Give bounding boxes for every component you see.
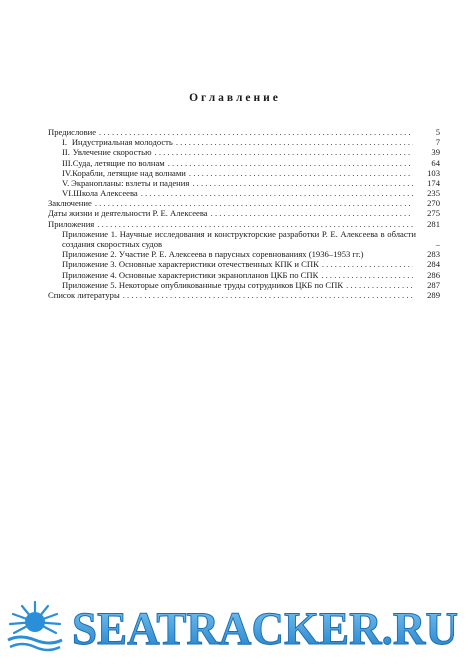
toc-page: 7 — [435, 137, 440, 148]
toc-leader — [322, 259, 413, 269]
toc-page: 281 — [427, 218, 440, 229]
toc-entry-appendix-1 — [48, 229, 440, 249]
toc-entry-chapter-4 — [48, 168, 440, 178]
toc-page: 286 — [427, 269, 440, 280]
toc-label: Приложение 1. Научные исследования и конструкторские разработки Р. Е. Алексеева в области создания скоростных судов — [62, 228, 416, 250]
toc-entry-references — [48, 290, 440, 300]
toc-page: 64 — [431, 157, 440, 168]
toc-page: – — [435, 239, 440, 250]
toc-page: 235 — [427, 188, 440, 199]
toc-entry-chapter-3 — [48, 158, 440, 168]
toc-label: Суда, летящие по волнам — [72, 157, 165, 168]
toc-label: Предисловие — [48, 126, 97, 137]
toc-label: Увлечение скоростью — [72, 147, 152, 158]
toc-number: V. — [62, 177, 70, 188]
toc-leader — [168, 158, 413, 168]
toc-page: 39 — [431, 147, 440, 158]
toc-leader — [155, 147, 413, 157]
toc-leader — [346, 280, 413, 290]
toc-leader — [141, 188, 413, 198]
toc-entry-appendix-3 — [48, 259, 440, 269]
toc-label: Школа Алексеева — [73, 188, 138, 199]
watermark — [0, 598, 470, 654]
toc-entry-appendices — [48, 219, 440, 229]
toc-entry-conclusion — [48, 198, 440, 208]
toc-entry-preface — [48, 127, 440, 137]
toc-entry-chapter-6 — [48, 188, 440, 198]
toc-entry-appendix-5 — [48, 280, 440, 290]
toc-entry-chapter-5 — [48, 178, 440, 188]
toc-label: Приложение 4. Основные характеристики экранопланов ЦКБ по СПК — [62, 269, 319, 280]
toc-page: 275 — [427, 208, 440, 219]
toc-entry-appendix-2 — [48, 249, 440, 259]
toc-label: Даты жизни и деятельности Р. Е. Алексеева — [48, 208, 208, 219]
toc-label: Индустриальная молодость — [71, 137, 173, 148]
toc-label: Приложение 5. Некоторые опубликованные труды сотрудников ЦКБ по СПК — [62, 279, 344, 290]
toc-label: Приложение 3. Основные характеристики отечественных КПК и СПК — [62, 259, 319, 270]
toc-leader — [321, 270, 413, 280]
toc-leader — [95, 198, 413, 208]
toc-label: Приложения — [48, 218, 95, 229]
toc-entry-appendix-4 — [48, 270, 440, 280]
toc-page: 284 — [427, 259, 440, 270]
watermark-graphic — [0, 598, 470, 654]
table-of-contents — [48, 127, 440, 300]
toc-leader — [97, 219, 413, 229]
toc-page: 289 — [427, 290, 440, 301]
toc-leader — [192, 178, 413, 188]
toc-number: VI. — [62, 188, 74, 199]
toc-number: IV. — [62, 167, 73, 178]
toc-number: II. — [62, 147, 70, 158]
toc-entry-chapter-1 — [48, 137, 440, 147]
toc-label: Экранопланы: взлеты и падения — [71, 177, 190, 188]
toc-label: Заключение — [48, 198, 92, 209]
watermark-text: SEATRACKER.RU — [72, 603, 458, 654]
toc-entry-chapter-2 — [48, 147, 440, 157]
toc-entry-dates — [48, 209, 440, 219]
toc-page: 270 — [427, 198, 440, 209]
sun-logo-icon — [8, 602, 62, 650]
toc-leader — [176, 137, 413, 147]
toc-label: Список литературы — [48, 290, 120, 301]
page-title: Оглавление — [189, 92, 281, 104]
toc-leader — [189, 168, 413, 178]
toc-leader — [99, 127, 413, 137]
toc-label: Корабли, летящие над волнами — [72, 167, 186, 178]
toc-label: Приложение 2. Участие Р. Е. Алексеева в парусных соревнованиях (1936–1953 гг.) — [62, 249, 364, 260]
toc-page: 287 — [427, 279, 440, 290]
toc-page: 103 — [427, 167, 440, 178]
toc-page: 283 — [427, 249, 440, 260]
toc-number: I. — [62, 137, 68, 148]
toc-leader — [211, 208, 413, 218]
toc-page: 5 — [435, 126, 440, 137]
toc-page: 174 — [427, 177, 440, 188]
toc-leader — [123, 290, 413, 300]
toc-number: III. — [62, 157, 73, 168]
